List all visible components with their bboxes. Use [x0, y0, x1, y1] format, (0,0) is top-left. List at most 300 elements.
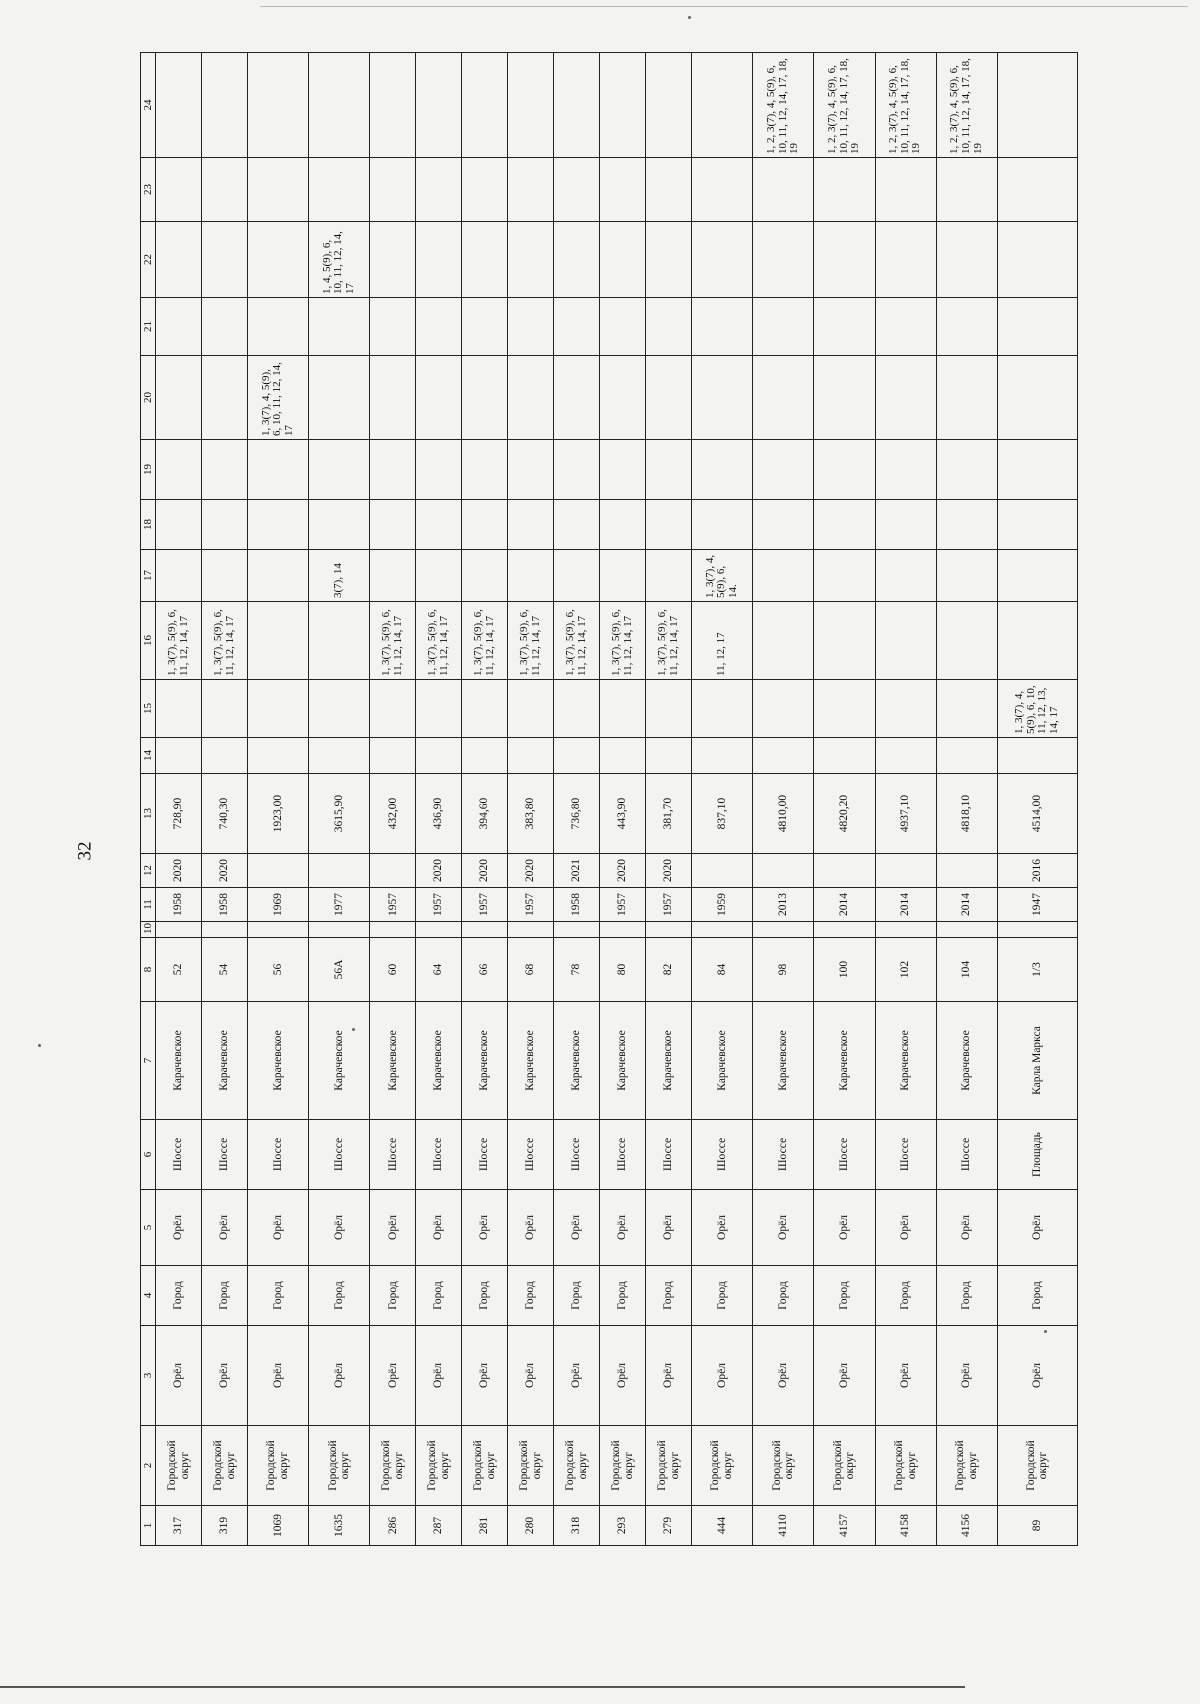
table-cell	[309, 922, 370, 938]
table-cell	[416, 500, 462, 550]
table-cell	[462, 680, 508, 738]
table-cell: 68	[508, 938, 554, 1002]
table-cell	[554, 500, 600, 550]
table-cell: 1957	[508, 888, 554, 922]
table-cell	[692, 298, 753, 356]
table-cell: Город	[753, 1266, 814, 1326]
table-cell	[646, 922, 692, 938]
table-cell	[600, 298, 646, 356]
table-cell	[309, 53, 370, 158]
table-cell: Шоссе	[309, 1120, 370, 1190]
table-cell	[508, 222, 554, 298]
table-cell	[309, 738, 370, 774]
table-cell	[692, 158, 753, 222]
table-cell: Городской округ	[554, 1426, 600, 1506]
table-cell: Город	[875, 1266, 936, 1326]
table-cell: 82	[646, 938, 692, 1002]
table-cell	[814, 738, 875, 774]
table-cell: 279	[646, 1506, 692, 1546]
table-cell: Карачевское	[554, 1002, 600, 1120]
table-cell	[936, 158, 997, 222]
column-number: 6	[141, 1120, 156, 1190]
table-cell	[875, 440, 936, 500]
table-cell	[508, 53, 554, 158]
table-cell	[692, 854, 753, 888]
table-cell: 4156	[936, 1506, 997, 1546]
table-cell: Орёл	[814, 1190, 875, 1266]
table-cell: 736,80	[554, 774, 600, 854]
table-cell: Город	[508, 1266, 554, 1326]
table-cell: 60	[370, 938, 416, 1002]
table-cell	[248, 440, 309, 500]
table-cell: Город	[814, 1266, 875, 1326]
table-cell: 1, 2, 3(7), 4, 5(9), 6, 10, 11, 12, 14, 17, 18, 19	[875, 53, 936, 158]
column-number: 2	[141, 1426, 156, 1506]
table-cell	[202, 922, 248, 938]
column-number: 8	[141, 938, 156, 1002]
table-cell	[370, 550, 416, 602]
table-cell: Шоссе	[248, 1120, 309, 1190]
table-cell	[600, 680, 646, 738]
table-cell	[692, 53, 753, 158]
table-cell: 728,90	[156, 774, 202, 854]
table-cell	[462, 440, 508, 500]
table-cell	[936, 738, 997, 774]
table-cell	[416, 158, 462, 222]
table-cell: 1977	[309, 888, 370, 922]
table-cell	[997, 602, 1077, 680]
table-cell: 52	[156, 938, 202, 1002]
table-cell: Карла Маркса	[997, 1002, 1077, 1120]
table-row	[875, 53, 936, 1546]
table-cell: Орёл	[692, 1326, 753, 1426]
table-cell: Городской округ	[875, 1426, 936, 1506]
column-number: 21	[141, 298, 156, 356]
table-cell	[156, 158, 202, 222]
table-cell	[462, 738, 508, 774]
table-cell: 1969	[248, 888, 309, 922]
table-cell	[370, 222, 416, 298]
table-cell: Город	[600, 1266, 646, 1326]
table-cell	[646, 53, 692, 158]
table-cell: Орёл	[554, 1326, 600, 1426]
table-cell	[554, 222, 600, 298]
table-cell	[370, 922, 416, 938]
table-cell	[692, 222, 753, 298]
table-cell: Город	[416, 1266, 462, 1326]
table-cell	[646, 440, 692, 500]
table-cell	[309, 602, 370, 680]
table-cell	[416, 222, 462, 298]
table-cell: Городской округ	[416, 1426, 462, 1506]
table-cell: Городской округ	[814, 1426, 875, 1506]
table-cell	[875, 500, 936, 550]
table-cell: Карачевское	[600, 1002, 646, 1120]
table-cell: Шоссе	[370, 1120, 416, 1190]
table-cell	[936, 602, 997, 680]
table-cell	[248, 53, 309, 158]
column-number-row	[141, 53, 156, 1546]
scan-border-top	[260, 6, 1188, 7]
table-row	[248, 53, 309, 1546]
table-cell	[156, 222, 202, 298]
table-cell: 280	[508, 1506, 554, 1546]
table-cell: Орёл	[416, 1190, 462, 1266]
column-number: 18	[141, 500, 156, 550]
table-cell: 1, 4, 5(9), 6, 10, 11, 12, 14, 17	[309, 222, 370, 298]
table-cell: Орёл	[508, 1190, 554, 1266]
table-cell: 84	[692, 938, 753, 1002]
table-row	[309, 53, 370, 1546]
table-cell	[202, 550, 248, 602]
table-cell: 394,60	[462, 774, 508, 854]
table-cell: 100	[814, 938, 875, 1002]
table-cell: Шоссе	[156, 1120, 202, 1190]
table-cell: 2014	[936, 888, 997, 922]
table-cell: Город	[692, 1266, 753, 1326]
table-cell: Городской округ	[309, 1426, 370, 1506]
table-cell: Карачевское	[936, 1002, 997, 1120]
table-cell: 56А	[309, 938, 370, 1002]
column-number: 15	[141, 680, 156, 738]
table-row	[936, 53, 997, 1546]
table-cell: Орёл	[156, 1190, 202, 1266]
table-cell	[462, 53, 508, 158]
table-cell	[508, 298, 554, 356]
table-cell: Шоссе	[600, 1120, 646, 1190]
table-cell: 1069	[248, 1506, 309, 1546]
table-cell: Орёл	[936, 1326, 997, 1426]
table-row	[753, 53, 814, 1546]
table-cell	[554, 440, 600, 500]
table-cell: 436,90	[416, 774, 462, 854]
table-cell: 1947	[997, 888, 1077, 922]
table-cell: Орёл	[202, 1326, 248, 1426]
scan-speck	[688, 16, 691, 19]
table-cell	[646, 298, 692, 356]
table-cell: 740,30	[202, 774, 248, 854]
table-cell	[936, 854, 997, 888]
table-cell: 4810,00	[753, 774, 814, 854]
table-cell: 286	[370, 1506, 416, 1546]
table-cell: 4158	[875, 1506, 936, 1546]
table-cell: 1957	[646, 888, 692, 922]
table-cell: 317	[156, 1506, 202, 1546]
table-cell: Орёл	[554, 1190, 600, 1266]
table-cell: 4820,20	[814, 774, 875, 854]
table-cell	[814, 158, 875, 222]
table-cell: 1, 3(7), 5(9), 6, 11, 12, 14, 17	[416, 602, 462, 680]
table-cell: 2020	[202, 854, 248, 888]
table-cell	[600, 922, 646, 938]
table-cell	[248, 854, 309, 888]
table-cell: Городской округ	[997, 1426, 1077, 1506]
table-cell: Орёл	[692, 1190, 753, 1266]
table-cell	[156, 738, 202, 774]
table-cell: Орёл	[508, 1326, 554, 1426]
table-cell: 64	[416, 938, 462, 1002]
table-cell: 3615,90	[309, 774, 370, 854]
table-cell	[936, 500, 997, 550]
table-cell	[462, 158, 508, 222]
column-number: 14	[141, 738, 156, 774]
table-cell	[875, 602, 936, 680]
table-cell: Орёл	[997, 1326, 1077, 1426]
table-cell: 2013	[753, 888, 814, 922]
table-cell	[997, 222, 1077, 298]
column-number: 12	[141, 854, 156, 888]
table-cell	[554, 922, 600, 938]
table-cell	[646, 356, 692, 440]
table-cell: 293	[600, 1506, 646, 1546]
table-cell: Карачевское	[646, 1002, 692, 1120]
table-cell: Орёл	[646, 1326, 692, 1426]
table-cell: 89	[997, 1506, 1077, 1546]
table-cell	[753, 500, 814, 550]
column-number: 7	[141, 1002, 156, 1120]
table-cell	[997, 500, 1077, 550]
table-cell	[600, 158, 646, 222]
table-cell: 837,10	[692, 774, 753, 854]
table-cell: 4514,00	[997, 774, 1077, 854]
table-cell: 1958	[202, 888, 248, 922]
table-cell: Город	[462, 1266, 508, 1326]
table-cell	[600, 738, 646, 774]
table-cell: 1, 3(7), 4, 5(9), 6, 10, 11, 12, 14, 17	[248, 356, 309, 440]
table-row	[646, 53, 692, 1546]
table-cell	[370, 500, 416, 550]
table-cell	[554, 298, 600, 356]
table-cell: Орёл	[997, 1190, 1077, 1266]
table-row	[370, 53, 416, 1546]
table-cell: 2020	[600, 854, 646, 888]
table-cell: 383,80	[508, 774, 554, 854]
table-cell: 1959	[692, 888, 753, 922]
table-cell: Площадь	[997, 1120, 1077, 1190]
table-cell: Орёл	[814, 1326, 875, 1426]
column-number: 5	[141, 1190, 156, 1266]
table-cell	[156, 440, 202, 500]
table-cell	[936, 356, 997, 440]
column-number: 4	[141, 1266, 156, 1326]
table-cell	[202, 680, 248, 738]
table-cell	[156, 680, 202, 738]
table-cell	[248, 500, 309, 550]
table-cell: Орёл	[248, 1190, 309, 1266]
table-cell	[508, 440, 554, 500]
table-cell: Городской округ	[936, 1426, 997, 1506]
table-cell	[309, 356, 370, 440]
table-cell	[508, 500, 554, 550]
table-cell: Город	[202, 1266, 248, 1326]
table-cell	[692, 680, 753, 738]
table-cell	[508, 158, 554, 222]
table-cell	[416, 440, 462, 500]
table-cell	[248, 222, 309, 298]
table-cell	[508, 356, 554, 440]
table-cell: 2014	[814, 888, 875, 922]
table-cell	[753, 854, 814, 888]
table-cell: 3(7), 14	[309, 550, 370, 602]
table-cell	[875, 680, 936, 738]
table-cell: 287	[416, 1506, 462, 1546]
table-cell	[248, 680, 309, 738]
table-cell: Шоссе	[692, 1120, 753, 1190]
table-row	[814, 53, 875, 1546]
table-cell	[753, 356, 814, 440]
table-cell: 1923,00	[248, 774, 309, 854]
table-cell: Шоссе	[554, 1120, 600, 1190]
table-cell	[416, 738, 462, 774]
table-row	[202, 53, 248, 1546]
table-cell: 2020	[508, 854, 554, 888]
table-cell	[462, 500, 508, 550]
table-cell: 1, 3(7), 5(9), 6, 11, 12, 14, 17	[646, 602, 692, 680]
table-cell: 102	[875, 938, 936, 1002]
table-cell: Город	[646, 1266, 692, 1326]
table-cell: 1, 3(7), 5(9), 6, 11, 12, 14, 17	[370, 602, 416, 680]
table-cell	[462, 222, 508, 298]
table-cell	[156, 298, 202, 356]
table-row	[508, 53, 554, 1546]
table-cell	[692, 922, 753, 938]
table-cell	[814, 222, 875, 298]
scan-speck	[38, 1044, 41, 1047]
table-cell: Город	[370, 1266, 416, 1326]
table-cell	[508, 680, 554, 738]
table-row	[600, 53, 646, 1546]
table-cell: 1957	[370, 888, 416, 922]
table-cell: Город	[997, 1266, 1077, 1326]
table-cell	[462, 298, 508, 356]
table-cell: Шоссе	[646, 1120, 692, 1190]
table-cell: Карачевское	[462, 1002, 508, 1120]
table-cell	[753, 222, 814, 298]
table-cell: Орёл	[600, 1190, 646, 1266]
table-cell	[936, 298, 997, 356]
table-cell: 319	[202, 1506, 248, 1546]
table-cell: Городской округ	[248, 1426, 309, 1506]
table-cell: Шоссе	[753, 1120, 814, 1190]
table-cell	[156, 922, 202, 938]
table-cell: 54	[202, 938, 248, 1002]
table-cell	[997, 53, 1077, 158]
table-cell: 4818,10	[936, 774, 997, 854]
table-cell: 1635	[309, 1506, 370, 1546]
table-cell	[753, 738, 814, 774]
table-cell	[936, 222, 997, 298]
table-cell	[875, 158, 936, 222]
column-number: 17	[141, 550, 156, 602]
table-cell	[692, 738, 753, 774]
table-cell: 432,00	[370, 774, 416, 854]
column-number: 23	[141, 158, 156, 222]
table-cell: Орёл	[202, 1190, 248, 1266]
table-cell	[309, 440, 370, 500]
table-cell: Орёл	[875, 1326, 936, 1426]
table-cell	[646, 158, 692, 222]
table-cell: Шоссе	[416, 1120, 462, 1190]
table-cell: 2016	[997, 854, 1077, 888]
table-cell	[875, 222, 936, 298]
scan-border-bottom	[0, 1686, 965, 1688]
column-number: 20	[141, 356, 156, 440]
table-cell: 1, 3(7), 5(9), 6, 11, 12, 14, 17	[600, 602, 646, 680]
table-cell	[508, 922, 554, 938]
table-cell	[875, 854, 936, 888]
table-cell	[814, 298, 875, 356]
table-cell	[646, 550, 692, 602]
table-cell: 4110	[753, 1506, 814, 1546]
table-cell	[814, 550, 875, 602]
table-cell	[936, 550, 997, 602]
column-number: 13	[141, 774, 156, 854]
table-cell	[309, 680, 370, 738]
table-cell: 281	[462, 1506, 508, 1546]
table-cell: Орёл	[370, 1326, 416, 1426]
table-cell	[554, 158, 600, 222]
table-cell	[753, 922, 814, 938]
table-cell	[936, 680, 997, 738]
table-cell: 1, 2, 3(7), 4, 5(9), 6, 10, 11, 12, 14, 17, 18, 19	[936, 53, 997, 158]
table-cell	[600, 53, 646, 158]
table-cell	[202, 440, 248, 500]
column-number: 11	[141, 888, 156, 922]
table-cell	[997, 440, 1077, 500]
table-cell	[753, 602, 814, 680]
table-cell	[248, 298, 309, 356]
table-cell	[600, 222, 646, 298]
table-cell: 1957	[416, 888, 462, 922]
table-cell: Орёл	[370, 1190, 416, 1266]
table-row	[416, 53, 462, 1546]
table-cell	[370, 158, 416, 222]
table-cell	[692, 500, 753, 550]
table-cell: 1958	[554, 888, 600, 922]
table-cell	[508, 738, 554, 774]
table-cell	[370, 738, 416, 774]
table-cell	[462, 922, 508, 938]
column-number: 19	[141, 440, 156, 500]
table-cell: Орёл	[309, 1326, 370, 1426]
table-cell: 1, 3(7), 4, 5(9), 6, 10, 11, 12, 13, 14, 17	[997, 680, 1077, 738]
table-cell	[814, 680, 875, 738]
table-cell: Орёл	[462, 1190, 508, 1266]
table-cell	[309, 854, 370, 888]
table-cell: 2014	[875, 888, 936, 922]
table-cell: 4937,10	[875, 774, 936, 854]
table-cell: Орёл	[646, 1190, 692, 1266]
table-cell	[416, 680, 462, 738]
table-cell	[554, 680, 600, 738]
table-cell: Карачевское	[248, 1002, 309, 1120]
table-cell	[997, 922, 1077, 938]
table-cell	[600, 356, 646, 440]
table-cell	[753, 440, 814, 500]
table-cell: 443,90	[600, 774, 646, 854]
table-row	[156, 53, 202, 1546]
table-cell: 2020	[646, 854, 692, 888]
table-cell	[692, 356, 753, 440]
table-cell: Город	[309, 1266, 370, 1326]
table-cell: 2020	[462, 854, 508, 888]
table-cell: Городской округ	[692, 1426, 753, 1506]
table-cell: Городской округ	[600, 1426, 646, 1506]
table-cell: 444	[692, 1506, 753, 1546]
table-cell	[997, 158, 1077, 222]
table-cell: 1, 2, 3(7), 4, 5(9), 6, 10, 11, 12, 14, 17, 18, 19	[814, 53, 875, 158]
table-cell	[936, 440, 997, 500]
